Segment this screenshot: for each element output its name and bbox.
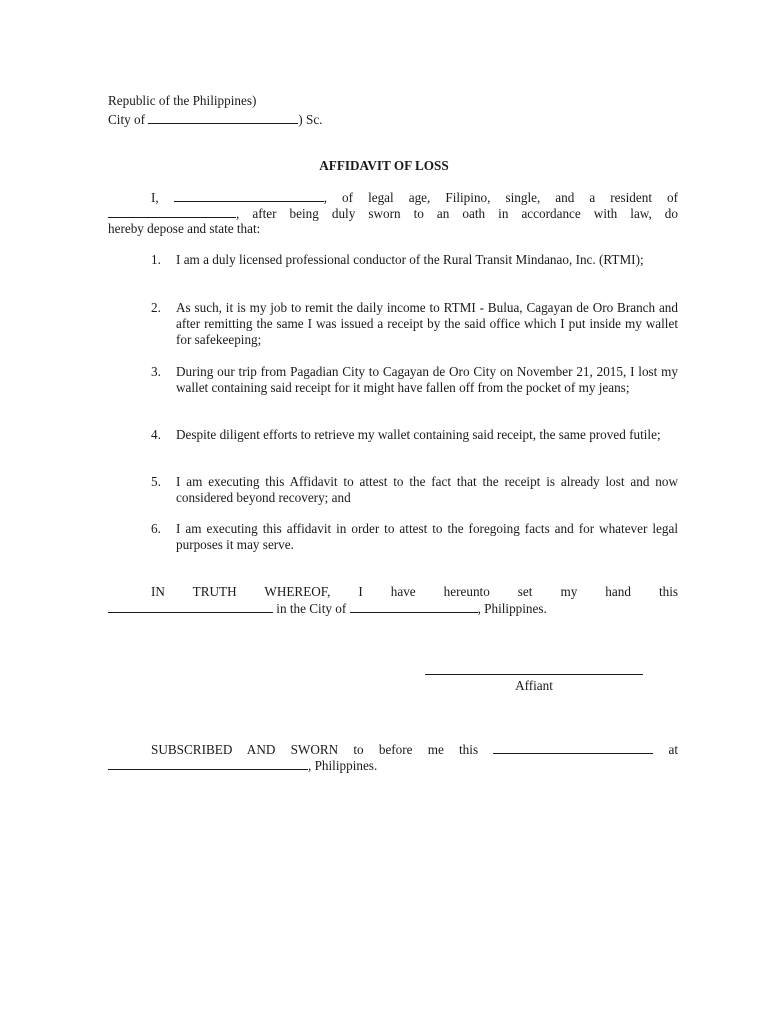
item-number: 3. bbox=[151, 364, 161, 379]
jurat-line-2 bbox=[108, 757, 377, 774]
item-text: As such, it is my job to remit the daily income to RTMI - Bulua, Cagayan de Oro Branch and after remitting the same I was issued a receipt by the said office which I put inside my wallet for safekeeping; bbox=[176, 300, 678, 347]
city-blank bbox=[148, 111, 298, 124]
affiant-label: Affiant bbox=[515, 678, 553, 693]
truth-line-1 bbox=[151, 584, 678, 600]
header-city-prefix: City of bbox=[108, 112, 145, 127]
truth-line-2 bbox=[108, 600, 547, 617]
residence-blank bbox=[108, 205, 236, 218]
jurat-place-blank bbox=[108, 757, 308, 770]
intro-line-2 bbox=[108, 205, 678, 222]
intro-line-3 bbox=[108, 221, 260, 237]
header-city bbox=[108, 111, 322, 128]
item-text: I am executing this Affidavit to attest to the fact that the receipt is already lost and now considered beyond recovery; and bbox=[176, 474, 678, 505]
date-blank bbox=[108, 600, 273, 613]
item-number: 1. bbox=[151, 252, 161, 267]
item-text: I am executing this affidavit in order to attest to the foregoing facts and for whatever legal purposes it may serve. bbox=[176, 521, 678, 552]
intro-part1: , of legal age, Filipino, single, and a resident of bbox=[323, 190, 678, 205]
header-republic-text: Republic of the Philippines) bbox=[108, 93, 257, 108]
item-text: During our trip from Pagadian City to Cagayan de Oro City on November 21, 2015, I lost my wallet containing said receipt for it might have fallen off from the pocket of my jeans; bbox=[176, 364, 678, 395]
document-title: AFFIDAVIT OF LOSS bbox=[319, 158, 449, 173]
truth-end: , Philippines. bbox=[477, 601, 547, 616]
intro-line-1 bbox=[151, 189, 678, 206]
truth-mid: in the City of bbox=[276, 601, 347, 616]
item-number: 4. bbox=[151, 427, 161, 442]
item-text: I am a duly licensed professional conductor of the Rural Transit Mindanao, Inc. (RTMI); bbox=[176, 252, 644, 267]
item-number: 5. bbox=[151, 474, 161, 489]
jurat-text: SUBSCRIBED AND SWORN to before me this bbox=[151, 742, 479, 757]
jurat-date-blank bbox=[493, 741, 653, 754]
header-city-suffix: ) Sc. bbox=[298, 112, 323, 127]
item-number: 6. bbox=[151, 521, 161, 536]
item-text: Despite diligent efforts to retrieve my wallet containing said receipt, the same proved futile; bbox=[176, 427, 661, 442]
intro-prefix: I, bbox=[151, 190, 159, 205]
jurat-line-1 bbox=[151, 741, 678, 758]
truth-text: IN TRUTH WHEREOF, I have hereunto set my hand this bbox=[151, 584, 678, 599]
affiant-signature-line bbox=[425, 674, 643, 675]
intro-part3: hereby depose and state that: bbox=[108, 221, 261, 236]
jurat-end: , Philippines. bbox=[308, 758, 378, 773]
jurat-at: at bbox=[668, 742, 679, 757]
header-republic bbox=[108, 93, 256, 109]
intro-part2: , after being duly sworn to an oath in accordance with law, do bbox=[236, 206, 678, 221]
truth-city-blank bbox=[350, 600, 478, 613]
name-blank bbox=[174, 189, 324, 202]
item-number: 2. bbox=[151, 300, 161, 315]
